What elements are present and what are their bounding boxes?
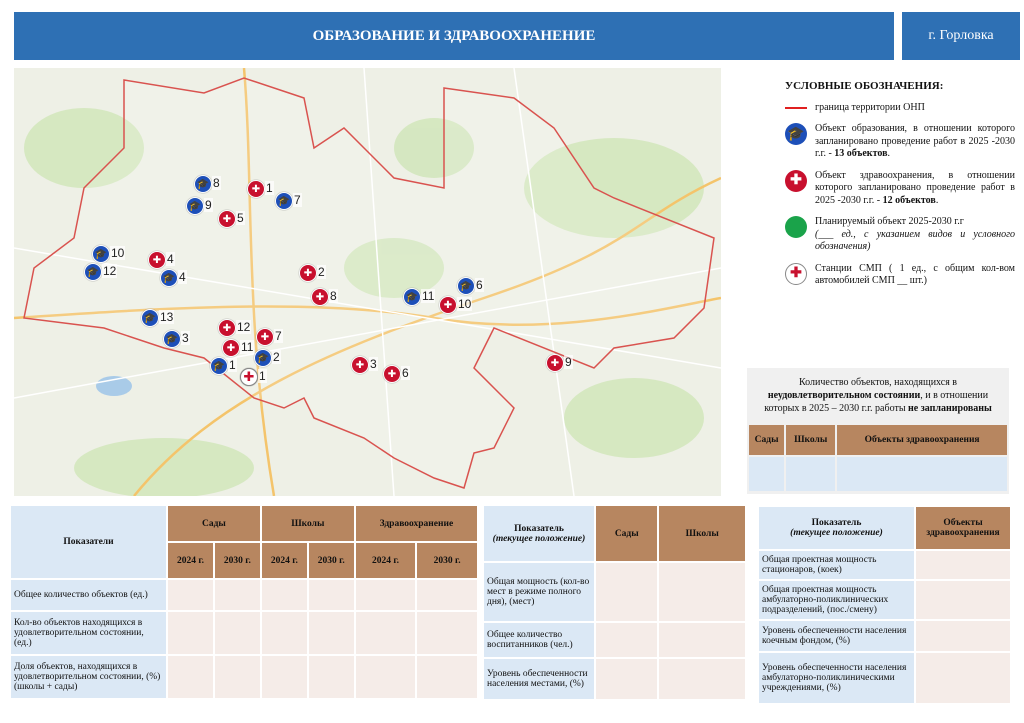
health-marker[interactable]: ✚ (256, 328, 274, 346)
red-line-icon (785, 107, 807, 109)
health-capacity-table: Показатель (текущее положение) Объекты здравоохранения Общая проектная мощность стационаров, (коек) Общая проектная мощность амбулаторно-поликлинических подразделений, (пос./смену) Уровень обеспеченности населения коечным фондом, (%) Уровень обеспеченности населения амбулаторно-поликлиническими учреждениями, (%) (757, 505, 1012, 705)
education-marker[interactable]: 🎓 (457, 277, 475, 295)
education-marker-label: 2 (273, 350, 280, 364)
map-legend (785, 80, 1015, 297)
health-marker-label: 2 (318, 265, 325, 279)
health-marker-label: 8 (330, 289, 337, 303)
page-title: ОБРАЗОВАНИЕ И ЗДРАВООХРАНЕНИЕ (14, 12, 894, 60)
education-marker[interactable]: 🎓 (186, 197, 204, 215)
education-marker-label: 8 (213, 176, 220, 190)
indicators-table: Показатели Сады Школы Здравоохранение 2024 г. 2030 г. 2024 г. 2030 г. 2024 г. 2030 г. Общее количество объектов (ед.) Кол-во объектов находящихся в удовлетворительном состоянии, (ед.) Доля объектов, находящихся в удовлетворительном состоянии, (%) (школы + сады) (9, 504, 479, 700)
health-marker[interactable]: ✚ (383, 365, 401, 383)
table-row: Общее количество воспитанников (чел.) (484, 623, 745, 657)
education-marker[interactable]: 🎓 (254, 349, 272, 367)
table-row: Кол-во объектов находящихся в удовлетворительном состоянии, (ед.) (11, 612, 477, 654)
table-row: Общая проектная мощность стационаров, (коек) (759, 551, 1010, 579)
education-marker-label: 11 (422, 289, 435, 303)
table-row: Уровень обеспеченности населения коечным фондом, (%) (759, 621, 1010, 651)
table-row: Уровень обеспеченности населения местами, (%) (484, 659, 745, 699)
map-base (14, 68, 721, 496)
health-marker-label: 5 (237, 211, 244, 225)
health-marker-label: 10 (458, 297, 472, 311)
health-marker[interactable]: ✚ (222, 339, 240, 357)
education-marker[interactable]: 🎓 (194, 175, 212, 193)
health-marker[interactable]: ✚ (299, 264, 317, 282)
table-row: Общее количество объектов (ед.) (11, 580, 477, 610)
education-marker[interactable]: 🎓 (160, 269, 178, 287)
education-marker-label: 4 (179, 270, 186, 284)
health-marker[interactable]: ✚ (148, 251, 166, 269)
unsatisfactory-panel: Количество объектов, находящихся в неудовлетворительном состоянии, и в отношении которых в 2025 – 2030 г.г. работы не запланированы Сады Школы Объекты здравоохранения (747, 368, 1009, 494)
education-marker[interactable]: 🎓 (163, 330, 181, 348)
legend-title: УСЛОВНЫЕ ОБОЗНАЧЕНИЯ: (785, 80, 944, 92)
green-circle-icon (785, 216, 807, 238)
ambulance-cross-icon: ✚ (785, 263, 807, 285)
table-row: Общая проектная мощность амбулаторно-поликлинических подразделений, (пос./смену) (759, 581, 1010, 619)
graduation-cap-icon: 🎓 (785, 123, 807, 145)
table-row: Уровень обеспеченности населения амбулаторно-поликлиническими учреждениями, (%) (759, 653, 1010, 703)
education-capacity-table: Показатель (текущее положение) Сады Школы Общая мощность (кол-во мест в режиме полного дня), (мест) Общее количество воспитанников (чел.) Уровень обеспеченности населения местами, (%) (482, 504, 747, 701)
table-row: Доля объектов, находящихся в удовлетворительном состоянии, (%) (школы + сады) (11, 656, 477, 698)
smp-marker[interactable]: ✚ (240, 368, 258, 386)
legend-health: ✚ Объект здравоохранения, в отношении которого запланировано проведение работ в 2025 -2030 г.г. - 12 объектов. (785, 170, 1015, 208)
health-marker-label: 1 (266, 181, 273, 195)
education-marker-label: 6 (476, 278, 483, 292)
health-marker-label: 4 (167, 252, 174, 266)
education-marker-label: 3 (182, 331, 189, 345)
education-marker[interactable]: 🎓 (84, 263, 102, 281)
city-map[interactable] (14, 68, 721, 496)
health-marker[interactable]: ✚ (218, 319, 236, 337)
education-marker[interactable]: 🎓 (275, 192, 293, 210)
education-marker[interactable]: 🎓 (141, 309, 159, 327)
health-marker[interactable]: ✚ (439, 296, 457, 314)
health-marker-label: 9 (565, 355, 572, 369)
health-marker[interactable]: ✚ (218, 210, 236, 228)
education-marker[interactable]: 🎓 (403, 288, 421, 306)
education-marker-label: 9 (205, 198, 212, 212)
health-marker-label: 12 (237, 320, 251, 334)
education-marker-label: 7 (294, 193, 301, 207)
health-marker[interactable]: ✚ (311, 288, 329, 306)
legend-boundary: граница территории ОНП (785, 102, 1015, 115)
health-marker[interactable]: ✚ (247, 180, 265, 198)
unsatisfactory-table: Сады Школы Объекты здравоохранения (747, 423, 1009, 493)
education-marker-label: 12 (103, 264, 117, 278)
table-row: Общая мощность (кол-во мест в режиме полного дня), (мест) (484, 563, 745, 621)
education-marker-label: 10 (111, 246, 125, 260)
smp-marker-label: 1 (259, 369, 266, 383)
legend-education: 🎓 Объект образования, в отношении которого запланировано проведение работ в 2025 -2030 г.г. - 13 объектов. (785, 123, 1015, 161)
health-marker[interactable]: ✚ (351, 356, 369, 374)
education-marker[interactable]: 🎓 (92, 245, 110, 263)
city-label: г. Горловка (902, 12, 1020, 60)
health-marker-label: 3 (370, 357, 377, 371)
health-marker-label: 11 (241, 340, 254, 354)
health-marker-label: 7 (275, 329, 282, 343)
legend-smp: ✚ Станции СМП ( 1 ед., с общим кол-вом автомобилей СМП __ шт.) (785, 263, 1015, 288)
education-marker[interactable]: 🎓 (210, 357, 228, 375)
medical-cross-icon: ✚ (785, 170, 807, 192)
health-marker[interactable]: ✚ (546, 354, 564, 372)
education-marker-label: 13 (160, 310, 174, 324)
legend-planned: Планируемый объект 2025-2030 г.г (___ ед., с указанием видов и условного обозначения) (785, 216, 1015, 254)
education-marker-label: 1 (229, 358, 236, 372)
health-marker-label: 6 (402, 366, 409, 380)
